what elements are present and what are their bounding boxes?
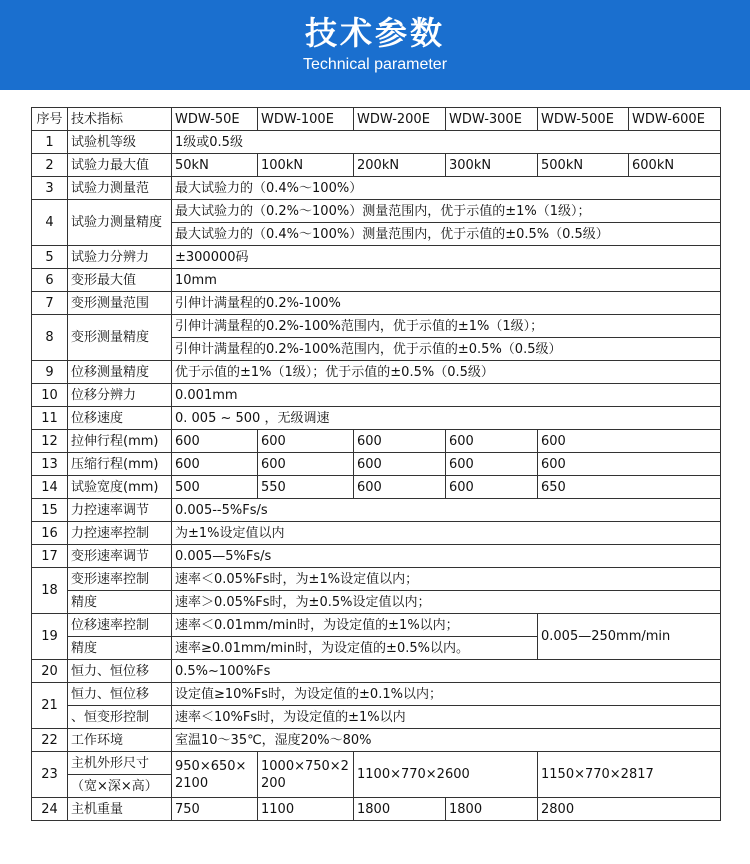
row-number: 19	[32, 614, 68, 660]
cell-value: 550	[258, 476, 354, 499]
cell-value: 600	[172, 453, 258, 476]
page-subtitle: Technical parameter	[302, 56, 448, 73]
cell-value: 600	[354, 453, 446, 476]
row-label: 压缩行程(mm)	[68, 453, 172, 476]
row-value-line: 最大试验力的（0.2%～100%）测量范围内，优于示值的±1%（1级）；	[172, 200, 721, 223]
cell-value: 600	[354, 430, 446, 453]
table-row	[32, 798, 721, 821]
row-number: 17	[32, 545, 68, 568]
cell-value: 1100×770×2600	[354, 752, 538, 798]
row-value: 最大试验力的（0.4%～100%）	[172, 177, 721, 200]
cell-value: 650	[538, 476, 721, 499]
row-number: 23	[32, 752, 68, 798]
row-number: 6	[32, 269, 68, 292]
table-row	[32, 499, 721, 522]
row-value: 10mm	[172, 269, 721, 292]
table-row	[32, 246, 721, 269]
row-value: 0.005--5%Fs/s	[172, 499, 721, 522]
row-value: 0.005—5%Fs/s	[172, 545, 721, 568]
table-row	[32, 706, 721, 729]
row-number: 13	[32, 453, 68, 476]
col-header-no: 序号	[32, 108, 68, 131]
header-row	[32, 108, 721, 131]
row-value: 1级或0.5级	[172, 131, 721, 154]
row-number: 7	[32, 292, 68, 315]
row-value: 引伸计满量程的0.2%-100%	[172, 292, 721, 315]
table-row	[32, 683, 721, 706]
cell-value: 1100	[258, 798, 354, 821]
col-header-model: WDW-300E	[446, 108, 538, 131]
row-label: 恒力、恒位移	[68, 660, 172, 683]
row-number: 15	[32, 499, 68, 522]
row-number: 8	[32, 315, 68, 361]
cell-value: 50kN	[172, 154, 258, 177]
table-row	[32, 660, 721, 683]
table-row	[32, 568, 721, 591]
col-header-model: WDW-500E	[538, 108, 629, 131]
row-value-line: 速率＜0.05%Fs时，为±1%设定值以内；	[172, 568, 721, 591]
cell-value: 600	[354, 476, 446, 499]
cell-value: 2800	[538, 798, 721, 821]
cell-value: 600	[538, 453, 721, 476]
row-number: 3	[32, 177, 68, 200]
cell-value: 600	[446, 453, 538, 476]
row-value: 0. 005 ~ 500 ，无级调速	[172, 407, 721, 430]
row-number: 1	[32, 131, 68, 154]
row-label: 变形最大值	[68, 269, 172, 292]
row-number: 4	[32, 200, 68, 246]
table-row	[32, 315, 721, 338]
row-label: 试验力测量精度	[68, 200, 172, 246]
row-value: 0.001mm	[172, 384, 721, 407]
cell-value: 600	[258, 453, 354, 476]
table-row	[32, 752, 721, 775]
row-label-line: 恒力、恒位移	[68, 683, 172, 706]
table-row	[32, 407, 721, 430]
cell-value: 950×650×2100	[172, 752, 258, 798]
row-label-line: 精度	[68, 637, 172, 660]
cell-value: 1150×770×2817	[538, 752, 721, 798]
page-title: 技术参数	[304, 14, 445, 52]
table-row	[32, 131, 721, 154]
row-label: 试验力测量范	[68, 177, 172, 200]
row-value-line: 速率＜0.01mm/min时，为设定值的±1%以内；	[172, 614, 538, 637]
cell-value: 1000×750×2200	[258, 752, 354, 798]
cell-value: 1800	[446, 798, 538, 821]
row-label: 位移分辨力	[68, 384, 172, 407]
row-number: 2	[32, 154, 68, 177]
col-header-item: 技术指标	[68, 108, 172, 131]
table-row	[32, 453, 721, 476]
row-number: 18	[32, 568, 68, 614]
row-label: 主机重量	[68, 798, 172, 821]
table-row	[32, 591, 721, 614]
table-row	[32, 614, 721, 637]
row-value-line: 速率＞0.05%Fs时，为±0.5%设定值以内；	[172, 591, 721, 614]
table-row	[32, 177, 721, 200]
row-label: 试验力分辨力	[68, 246, 172, 269]
row-label: 试验宽度(mm)	[68, 476, 172, 499]
row-label: 变形测量范围	[68, 292, 172, 315]
spec-table	[31, 107, 721, 821]
col-header-model: WDW-100E	[258, 108, 354, 131]
row-number: 21	[32, 683, 68, 729]
cell-value: 600	[258, 430, 354, 453]
row-label: 工作环境	[68, 729, 172, 752]
cell-value: 600	[446, 476, 538, 499]
row-value: 优于示值的±1%（1级）；优于示值的±0.5%（0.5级）	[172, 361, 721, 384]
row-label: 试验力最大值	[68, 154, 172, 177]
cell-value: 600	[446, 430, 538, 453]
row-label: 力控速率调节	[68, 499, 172, 522]
row-label: 位移测量精度	[68, 361, 172, 384]
table-row	[32, 292, 721, 315]
row-value: ±300000码	[172, 246, 721, 269]
cell-value: 200kN	[354, 154, 446, 177]
row-label-line: （宽×深×高）	[68, 775, 172, 798]
row-label-line: 变形速率控制	[68, 568, 172, 591]
row-number: 12	[32, 430, 68, 453]
table-row	[32, 729, 721, 752]
row-value-line: 设定值≥10%Fs时，为设定值的±0.1%以内；	[172, 683, 721, 706]
row-value-line: 速率≥0.01mm/min时，为设定值的±0.5%以内。	[172, 637, 538, 660]
row-label: 拉伸行程(mm)	[68, 430, 172, 453]
row-label: 位移速度	[68, 407, 172, 430]
row-value-line: 引伸计满量程的0.2%-100%范围内，优于示值的±0.5%（0.5级）	[172, 338, 721, 361]
row-label: 变形测量精度	[68, 315, 172, 361]
row-number: 11	[32, 407, 68, 430]
cell-value: 750	[172, 798, 258, 821]
row-label-line: 、恒变形控制	[68, 706, 172, 729]
table-row	[32, 200, 721, 223]
row-label-line: 位移速率控制	[68, 614, 172, 637]
row-label-line: 精度	[68, 591, 172, 614]
row-number: 5	[32, 246, 68, 269]
table-row	[32, 430, 721, 453]
cell-value: 500	[172, 476, 258, 499]
col-header-model: WDW-200E	[354, 108, 446, 131]
row-number: 20	[32, 660, 68, 683]
row-value-extra: 0.005—250mm/min	[538, 614, 721, 660]
table-row	[32, 269, 721, 292]
row-value: 为±1%设定值以内	[172, 522, 721, 545]
table-row	[32, 476, 721, 499]
row-label-line: 主机外形尺寸	[68, 752, 172, 775]
table-row	[32, 154, 721, 177]
row-number: 22	[32, 729, 68, 752]
row-value: 室温10～35℃，湿度20%～80%	[172, 729, 721, 752]
row-label: 试验机等级	[68, 131, 172, 154]
row-number: 14	[32, 476, 68, 499]
row-value: 0.5%~100%Fs	[172, 660, 721, 683]
row-value-line: 速率＜10%Fs时，为设定值的±1%以内	[172, 706, 721, 729]
cell-value: 600	[538, 430, 721, 453]
row-value-line: 最大试验力的（0.4%～100%）测量范围内，优于示值的±0.5%（0.5级）	[172, 223, 721, 246]
col-header-model: WDW-600E	[629, 108, 721, 131]
row-number: 10	[32, 384, 68, 407]
row-label: 变形速率调节	[68, 545, 172, 568]
row-number: 16	[32, 522, 68, 545]
table-row	[32, 361, 721, 384]
cell-value: 600	[172, 430, 258, 453]
cell-value: 300kN	[446, 154, 538, 177]
table-row	[32, 545, 721, 568]
cell-value: 600kN	[629, 154, 721, 177]
row-value-line: 引伸计满量程的0.2%-100%范围内，优于示值的±1%（1级）；	[172, 315, 721, 338]
cell-value: 1800	[354, 798, 446, 821]
table-row	[32, 522, 721, 545]
cell-value: 100kN	[258, 154, 354, 177]
row-number: 9	[32, 361, 68, 384]
col-header-model: WDW-50E	[172, 108, 258, 131]
row-label: 力控速率控制	[68, 522, 172, 545]
row-number: 24	[32, 798, 68, 821]
cell-value: 500kN	[538, 154, 629, 177]
table-row	[32, 384, 721, 407]
header-banner	[0, 0, 750, 90]
